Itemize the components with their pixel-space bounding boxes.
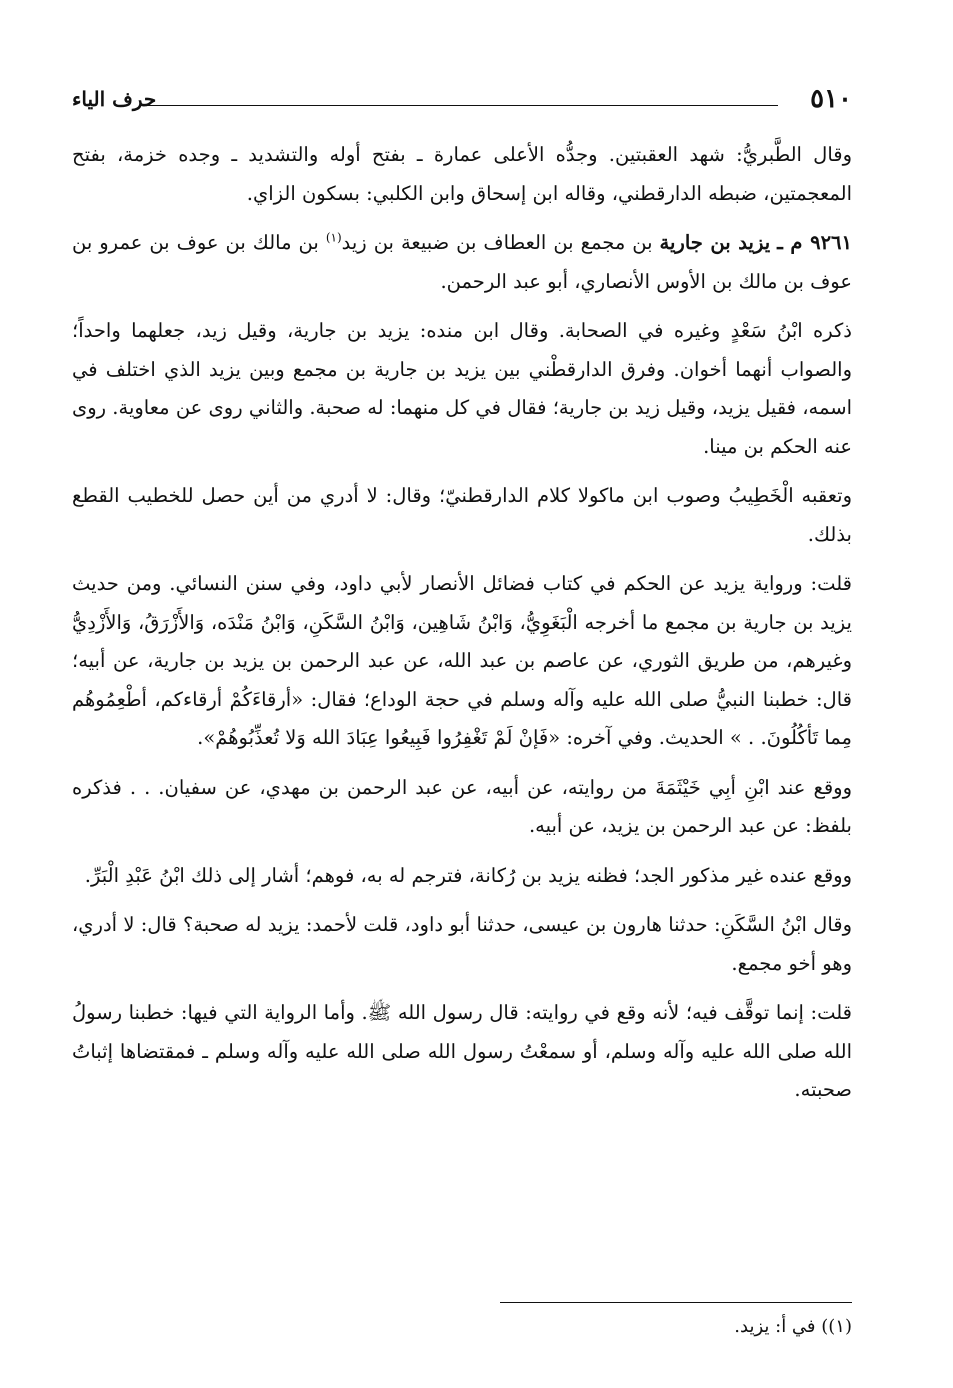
paragraph: قلت: إنما توقَّف فيه؛ لأنه وقع في روايته: قال رسول الله ﷺ. وأما الرواية التي فيها: خطبنا رسولُ الله صلى الله عليه وآله وسلم، أو سمعْتُ رسول الله صلى الله عليه وآله وسلم ـ فمقتضاها إثباتُ صحبته.: [72, 1001, 852, 1101]
header-rule: [142, 105, 778, 106]
page-header: [72, 84, 852, 118]
paragraph: وقال الطَّبريُّ: شهد العقبتين. وجدُّه الأعلى عمارة ـ بفتح أوله والتشديد ـ وجده خزمة، بفتح المعجمتين، ضبطه الدارقطني، وقاله ابن إسحاق وابن الكلبي: بسكون الزاي.: [72, 143, 852, 205]
paragraph: وتعقبه الْخَطِيبُ وصوب ابن ماكولا كلام الدارقطنيّ؛ وقال: لا أدري من أين حصل للخطيب القطع بذلك.: [72, 484, 852, 546]
paragraph: ووقع عنده غير مذكور الجد؛ فظنه يزيد بن رُكانة، فترجم له به، فوهم؛ أشار إلى ذلك ابْنُ عَبْدِ الْبَرِّ.: [84, 863, 852, 887]
entry-name: يزيد بن جارية: [659, 231, 771, 254]
paragraph: وقال ابْنُ السَّكَنِ: حدثنا هارون بن عيسى، حدثنا أبو داود، قلت لأحمد: يزيد له صحبة؟ قال: لا أدري، وهو أخو مجمع.: [72, 913, 852, 975]
paragraph: قلت: ورواية يزيد عن الحكم في كتاب فضائل الأنصار لأبي داود، وفي سنن النسائي. ومن حديث يزيد بن جارية بن مجمع ما أخرجه الْبَغَوِيُّ، وَابْنُ شَاهِين، وَابْنُ السَّكَنِ، وَابْنُ مَنْدَه، وَالأَزْرَقُ، وَالأَزْدِيُّ وغيرهم، من طريق الثوري، عن عاصم بن عبد الله، عن عبد الرحمن بن يزيد بن جارية، عن أبيه؛ قال: خطبنا النبيُّ صلى الله عليه وآله وسلم في حجة الوداع؛ فقال: «أرقاءَكُمْ أرقاءكم، أطْعِمُوهُم مِما تَأكُلُونَ. . » الحديث. وفي آخره: «فَإنْ لَمْ تَغْفِرُوا فَبِيعُوا عِبَادَ الله وَلا تُعذِّبُوهُمْ».: [72, 572, 852, 749]
chapter-title: حرف الياء: [72, 87, 157, 111]
footnote: (١)) في أ: يزيد.: [734, 1316, 852, 1337]
biography-entry: [72, 224, 852, 301]
paragraph: ووقع عند ابْنِ أبِي خَيْثَمَةَ من روايته، عن أبيه، عن عبد الرحمن بن مهدي، عن سفيان. . . فذكره بلفظ: عن عبد الرحمن بن يزيد، عن أبيه.: [72, 775, 852, 837]
footnote-marker: (١): [325, 230, 342, 245]
entry-lineage-rest: بن مالك بن عوف بن عمرو بن عوف بن مالك بن الأوس الأنصاري، أبو عبد الرحمن.: [72, 231, 852, 293]
page-body: [72, 136, 852, 1121]
entry-lineage: بن مجمع بن العطاف بن ضبيعة بن زيد: [341, 231, 653, 254]
entry-number: ٩٢٦١ م ـ: [777, 231, 852, 254]
page-number: ٥١٠: [810, 84, 852, 114]
footnote-separator: [500, 1302, 852, 1303]
paragraph: ذكره ابْنُ سَعْدٍ وغيره في الصحابة. وقال ابن منده: يزيد بن جارية، وقيل زيد، جعلهما واحداً؛ والصواب أنهما أخوان. وفرق الدارقطْني بين يزيد بن جارية بن مجمع وبين يزيد الذي اختلف في اسمه، فقيل يزيد، وقيل زيد بن جارية؛ فقال في كل منهما: له صحبة. والثاني روى عن معاوية. روى عنه الحكم بن مينا.: [72, 319, 852, 458]
